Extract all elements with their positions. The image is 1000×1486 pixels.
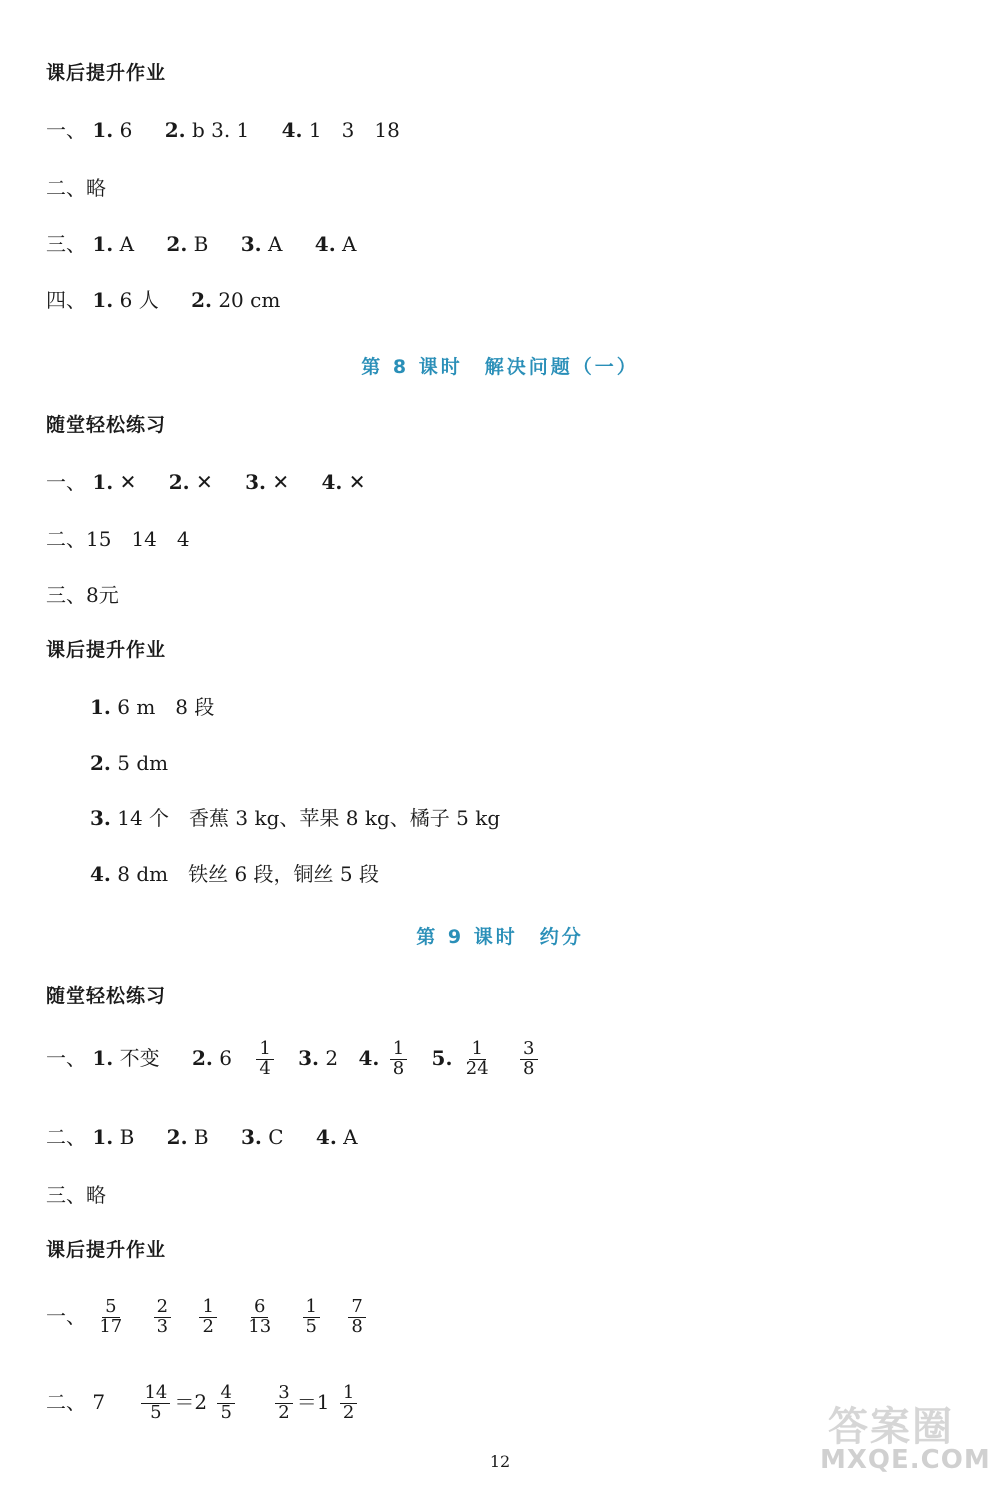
section-heading: 随堂轻松练习 xyxy=(46,985,167,1007)
page-number: 12 xyxy=(489,1452,511,1471)
section-heading: 课后提升作业 xyxy=(46,62,167,84)
section-heading: 课后提升作业 xyxy=(46,639,167,661)
fraction: $\frac{1}{5}$ xyxy=(303,1298,320,1337)
fraction: $\frac{5}{17}$ xyxy=(99,1296,123,1337)
answer-row: 二、15 14 4 xyxy=(46,527,190,551)
fraction: $\frac{3}{8}$ xyxy=(520,1040,537,1079)
section-heading: 课后提升作业 xyxy=(46,1239,167,1261)
fraction: $\frac{7}{8}$ xyxy=(348,1298,365,1337)
answer-row: 四、 1. 6 人 2. 20 cm xyxy=(46,288,281,312)
fraction: $\frac{4}{5}$ xyxy=(217,1384,234,1423)
lesson-title: 第 9 课时 约分 xyxy=(416,926,584,948)
answer-row: 4. 8 dm 铁丝 6 段，铜丝 5 段 xyxy=(90,862,379,886)
lesson-title: 第 8 课时 解决问题（一） xyxy=(361,356,639,378)
fraction: $\frac{3}{2}$ xyxy=(275,1384,292,1423)
answer-row: 2. 5 dm xyxy=(90,751,169,775)
answer-row: 三、 1. A 2. B 3. A 4. A xyxy=(46,232,357,256)
answer-row: 一、 $\frac{5}{17}$ $\frac{2}{3}$ $\frac{1}{2}$ $\frac{6}{13}$ $\frac{1}{5}$ $\frac{7}{8}$ xyxy=(46,1298,370,1337)
watermark xyxy=(820,1395,990,1475)
fraction: $\frac{1}{8}$ xyxy=(390,1040,407,1079)
answer-row: 3. 14 个 香蕉 3 kg、苹果 8 kg、橘子 5 kg xyxy=(90,806,501,830)
fraction: $\frac{1}{2}$ xyxy=(199,1298,216,1337)
answer-row: 二、 1. B 2. B 3. C 4. A xyxy=(46,1125,358,1149)
fraction: $\frac{1}{24}$ xyxy=(465,1038,489,1079)
watermark-text: MXQE.COM xyxy=(820,1445,991,1475)
fraction: $\frac{1}{4}$ xyxy=(256,1040,273,1079)
answer-row: 二、 7 $\frac{14}{5}$ ＝2 $\frac{4}{5}$ $\frac{3}{2}$ ＝1 $\frac{1}{2}$ xyxy=(46,1384,361,1423)
fraction: $\frac{1}{2}$ xyxy=(340,1384,357,1423)
answer-row: 一、 1. ✕ 2. ✕ 3. ✕ 4. ✕ xyxy=(46,470,366,494)
answer-row: 一、 1. 6 2. b 3. 1 4. 1 3 18 xyxy=(46,118,400,142)
answer-row: 二、略 xyxy=(46,176,106,200)
answer-row: 1. 6 m 8 段 xyxy=(90,695,215,719)
answer-row: 三、略 xyxy=(46,1183,106,1207)
fraction: $\frac{14}{5}$ xyxy=(141,1384,170,1423)
fraction: $\frac{2}{3}$ xyxy=(154,1298,171,1337)
section-heading: 随堂轻松练习 xyxy=(46,414,167,436)
watermark-logo: 答案圈 xyxy=(828,1404,954,1450)
answer-row: 三、8元 xyxy=(46,583,119,607)
fraction: $\frac{6}{13}$ xyxy=(248,1296,272,1337)
answer-row: 一、 1. 不变 2. 6 $\frac{1}{4}$ 3. 2 4. $\frac{1}{8}$ 5. $\frac{1}{24}$ $\frac{3}{8}$ xyxy=(46,1040,542,1079)
